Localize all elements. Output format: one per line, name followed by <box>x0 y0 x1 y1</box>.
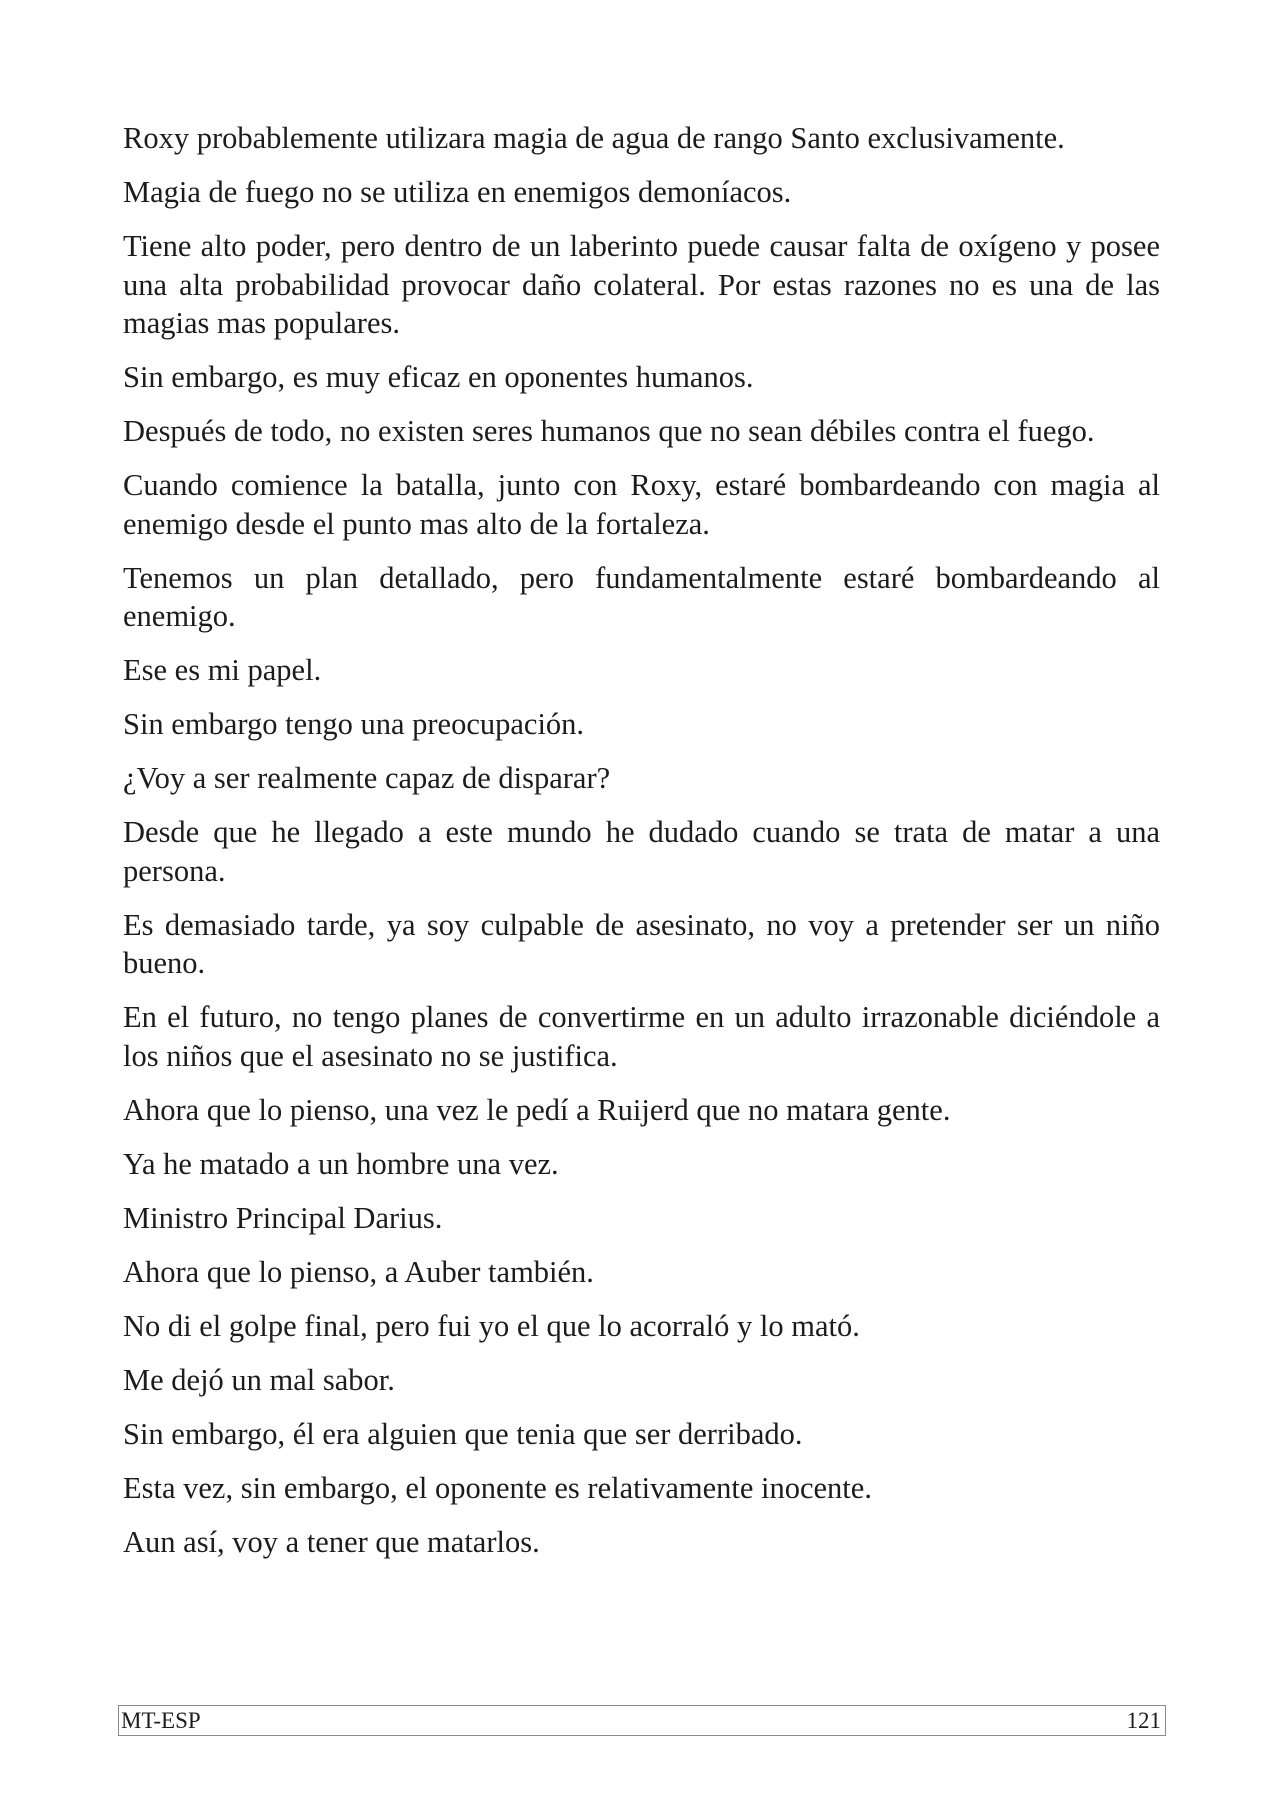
paragraph: Magia de fuego no se utiliza en enemigos demoníacos. <box>123 175 792 209</box>
paragraph: ¿Voy a ser realmente capaz de disparar? <box>123 761 611 795</box>
paragraph: Ese es mi papel. <box>123 653 322 687</box>
paragraph: Cuando comience la batalla, junto con Roxy, estaré bombardeando con magia al enemigo desde el punto mas alto de la fortaleza. <box>123 468 1160 541</box>
paragraph: Roxy probablemente utilizara magia de agua de rango Santo exclusivamente. <box>123 121 1065 155</box>
paragraph: Sin embargo tengo una preocupación. <box>123 707 585 741</box>
paragraph: Ya he matado a un hombre una vez. <box>123 1146 559 1181</box>
paragraph: Ministro Principal Darius. <box>123 1200 443 1235</box>
paragraph: Después de todo, no existen seres humanos que no sean débiles contra el fuego. <box>123 414 1095 448</box>
footer-label: MT-ESP <box>121 1708 201 1733</box>
paragraph: No di el golpe final, pero fui yo el que lo acorraló y lo mató. <box>123 1308 860 1343</box>
paragraph: Sin embargo, él era alguien que tenia que ser derribado. <box>123 1416 803 1451</box>
body-text <box>123 119 1160 1577</box>
page-number: 121 <box>1126 1708 1161 1733</box>
paragraph: Aun así, voy a tener que matarlos. <box>123 1524 540 1559</box>
paragraph: Sin embargo, es muy eficaz en oponentes humanos. <box>123 360 754 394</box>
paragraph: Esta vez, sin embargo, el oponente es relativamente inocente. <box>123 1470 872 1505</box>
paragraph: Desde que he llegado a este mundo he dudado cuando se trata de matar a una persona. <box>123 815 1160 888</box>
paragraph: Me dejó un mal sabor. <box>123 1362 395 1397</box>
paragraph: Ahora que lo pienso, a Auber también. <box>123 1254 594 1289</box>
paragraph: Tiene alto poder, pero dentro de un laberinto puede causar falta de oxígeno y posee una alta probabilidad provocar daño colateral. Por estas razones no es una de las magias mas populares. <box>123 229 1160 340</box>
paragraph: Es demasiado tarde, ya soy culpable de asesinato, no voy a pretender ser un niño bueno. <box>123 907 1160 980</box>
paragraph: Ahora que lo pienso, una vez le pedí a Ruijerd que no matara gente. <box>123 1092 951 1127</box>
page-footer <box>118 1705 1166 1736</box>
paragraph: Tenemos un plan detallado, pero fundamentalmente estaré bombardeando al enemigo. <box>123 560 1160 633</box>
paragraph: En el futuro, no tengo planes de convertirme en un adulto irrazonable diciéndole a los niños que el asesinato no se justifica. <box>123 1000 1160 1073</box>
